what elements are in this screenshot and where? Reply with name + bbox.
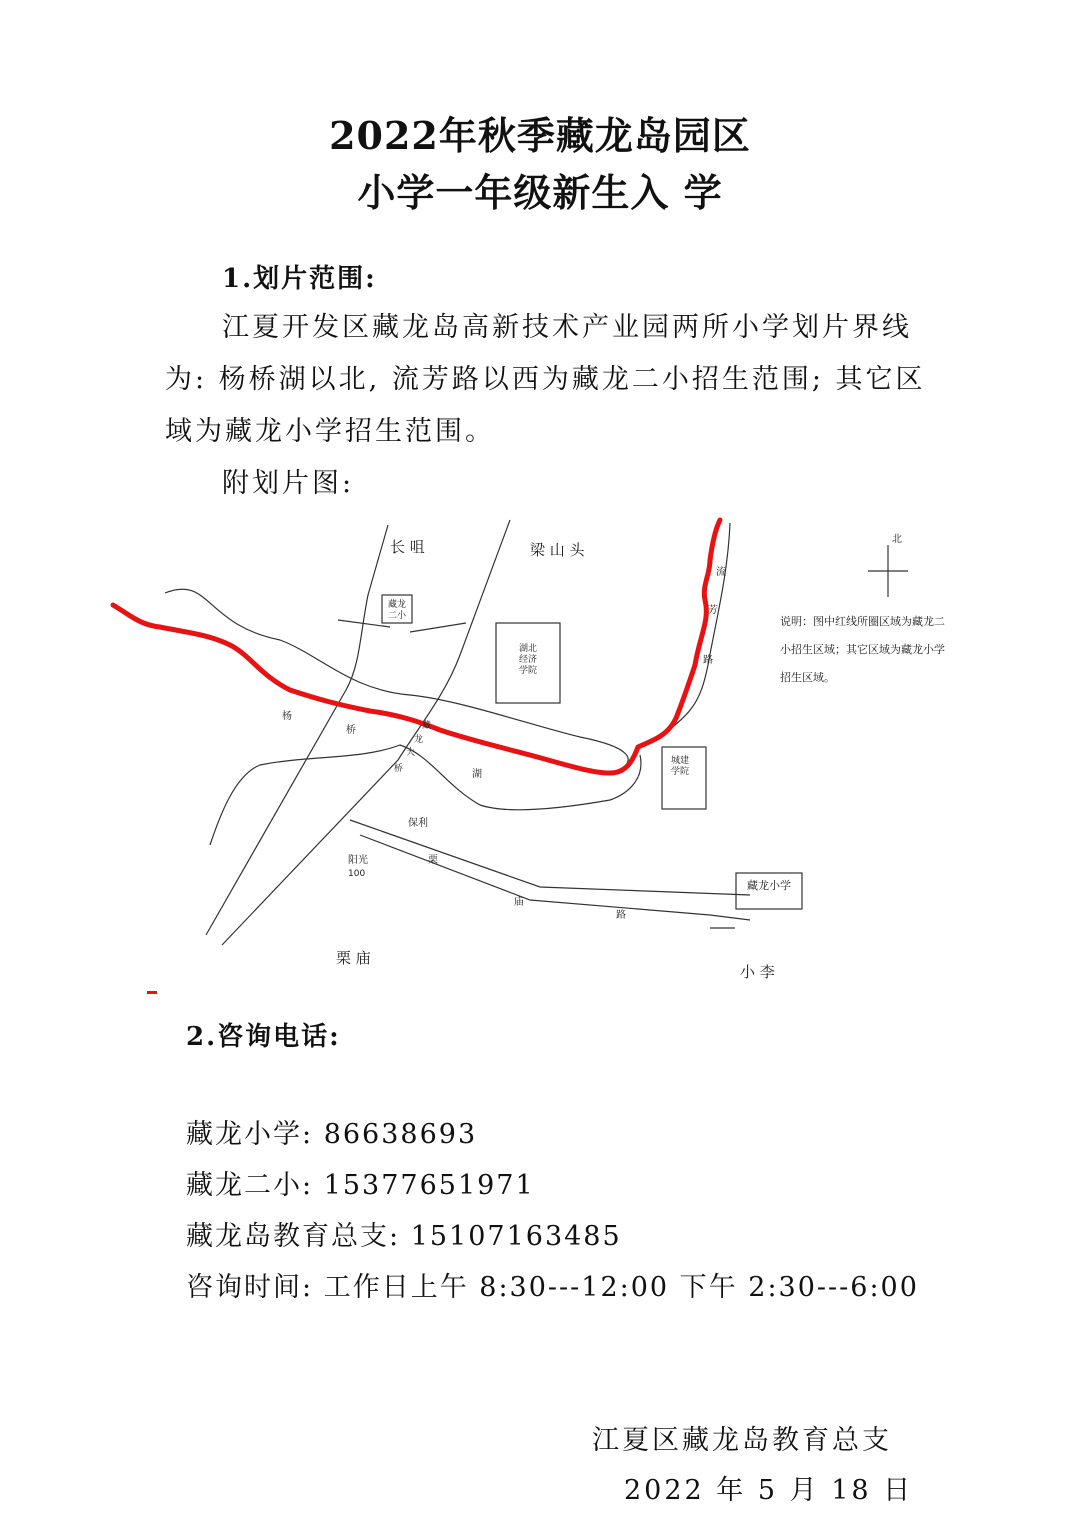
contact-phone: 86638693 bbox=[323, 1119, 478, 1150]
label-poly: 保利 bbox=[408, 818, 428, 829]
label-school2-1: 藏龙 bbox=[387, 600, 407, 610]
road-segment-b bbox=[410, 623, 466, 632]
label-hubei-3: 学院 bbox=[518, 666, 538, 676]
label-school2-2: 二小 bbox=[387, 611, 407, 621]
section1-para-line-1: 江夏开发区藏龙岛高新技术产业园两所小学划片界线 bbox=[222, 312, 912, 343]
label-limiao: 栗 庙 bbox=[336, 949, 371, 967]
section2-heading: 2.咨询电话: bbox=[186, 1022, 341, 1052]
label-liufang-3: 路 bbox=[703, 655, 713, 666]
label-avenue-1: 藏 bbox=[422, 721, 432, 731]
label-xiaoli: 小 李 bbox=[740, 963, 775, 981]
label-note-3: 招生区域。 bbox=[780, 671, 835, 684]
limiao-road-north bbox=[350, 820, 750, 895]
label-note-1: 说明：图中红线所圈区域为藏龙二 bbox=[780, 615, 945, 628]
contact-phone: 15377651971 bbox=[323, 1170, 535, 1201]
label-hu: 湖 bbox=[472, 769, 482, 780]
district-map bbox=[110, 515, 990, 1005]
label-hubei-1: 湖北 bbox=[518, 644, 538, 654]
hours-value: 工作日上午 8:30---12:00 下午 2:30---6:00 bbox=[323, 1272, 919, 1303]
label-avenue-4: 桥 bbox=[394, 764, 404, 774]
label-changzui: 长 咀 bbox=[390, 538, 425, 556]
section1-para-line-2: 为: 杨桥湖以北, 流芳路以西为藏龙二小招生范围; 其它区 bbox=[165, 364, 926, 395]
label-liufang-2: 芳 bbox=[708, 605, 718, 616]
red-mark bbox=[147, 991, 157, 994]
signature-date: 2022 年 5 月 18 日 bbox=[624, 1475, 914, 1506]
label-avenue-2: 龙 bbox=[414, 735, 424, 745]
label-yangguang-2: 100 bbox=[348, 869, 366, 879]
label-north: 北 bbox=[892, 534, 902, 545]
title-line-2: 小学一年级新生入 学 bbox=[357, 170, 723, 215]
label-yangguang-1: 阳光 bbox=[348, 855, 368, 866]
section1-para-line-3: 域为藏龙小学招生范围。 bbox=[165, 416, 495, 447]
label-avenue-3: 大 bbox=[406, 748, 416, 758]
lake-shore-south bbox=[210, 745, 641, 845]
label-qiao: 桥 bbox=[346, 725, 356, 736]
contact-phone: 15107163485 bbox=[410, 1221, 622, 1252]
label-liufang-1: 流 bbox=[716, 567, 726, 578]
label-zanglong-school: 藏龙小学 bbox=[747, 879, 791, 892]
signature-org: 江夏区藏龙岛教育总支 bbox=[592, 1425, 892, 1456]
consult-hours bbox=[186, 1265, 919, 1304]
label-limiao-road-1: 栗 bbox=[428, 855, 438, 866]
avenue-line-east bbox=[222, 520, 510, 945]
hours-label: 咨询时间: bbox=[186, 1272, 314, 1303]
label-limiao-road-2: 庙 bbox=[514, 897, 524, 908]
contact-row-edu-branch bbox=[186, 1214, 622, 1253]
limiao-road-south bbox=[360, 835, 750, 920]
contact-label: 藏龙岛教育总支: bbox=[186, 1221, 401, 1252]
liufang-road-line bbox=[655, 523, 730, 740]
label-chengjian-1: 城建 bbox=[670, 756, 690, 766]
section1-heading: 1.划片范围: bbox=[222, 264, 377, 294]
title-line-1: 2022年秋季藏龙岛园区 bbox=[329, 113, 751, 158]
label-liangshantou: 梁 山 头 bbox=[530, 541, 585, 559]
label-hubei-2: 经济 bbox=[518, 655, 538, 665]
label-limiao-road-3: 路 bbox=[616, 910, 626, 921]
label-yang: 杨 bbox=[282, 711, 292, 722]
contact-row-school bbox=[186, 1112, 477, 1151]
contact-label: 藏龙二小: bbox=[186, 1170, 314, 1201]
label-note-2: 小招生区域；其它区域为藏龙小学 bbox=[780, 643, 945, 656]
contact-row-school2 bbox=[186, 1163, 535, 1202]
label-chengjian-2: 学院 bbox=[670, 767, 690, 777]
map-caption: 附划片图: bbox=[222, 468, 355, 499]
contact-label: 藏龙小学: bbox=[186, 1119, 314, 1150]
